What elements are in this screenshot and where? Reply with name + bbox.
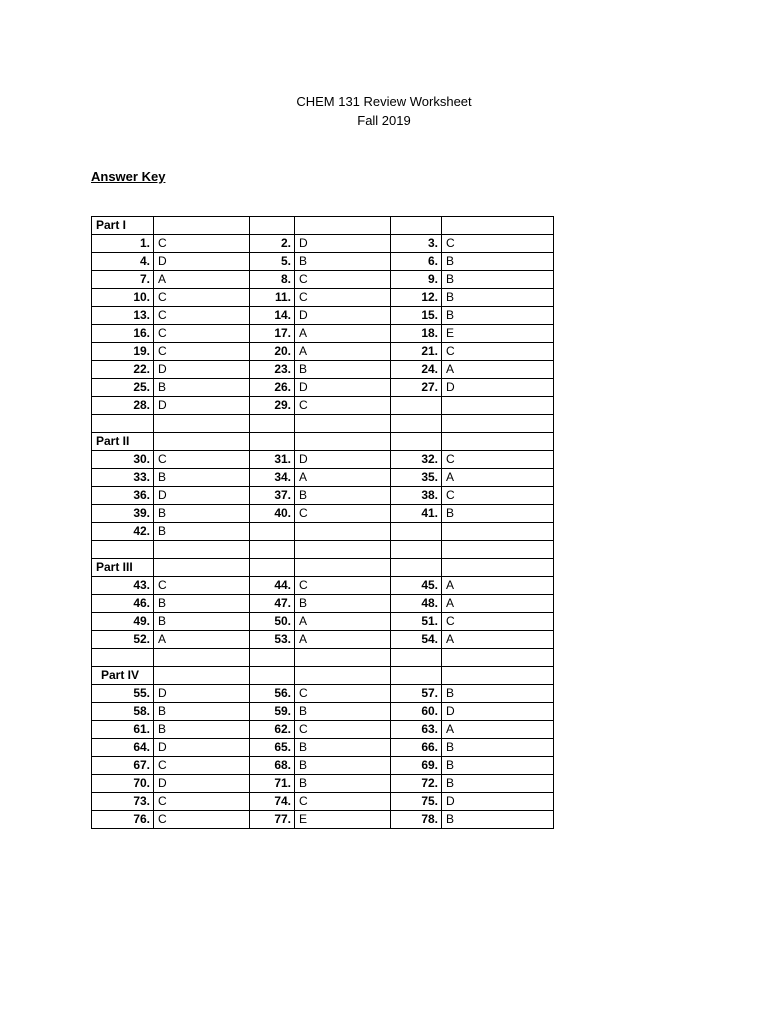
question-number: 44.	[250, 577, 295, 595]
answer-letter: C	[154, 325, 250, 343]
empty-cell	[442, 559, 554, 577]
empty-cell	[250, 541, 295, 559]
answer-letter: C	[154, 307, 250, 325]
answer-letter	[442, 523, 554, 541]
answer-row	[92, 523, 554, 541]
answer-letter: D	[154, 397, 250, 415]
empty-cell	[250, 649, 295, 667]
question-number: 61.	[92, 721, 154, 739]
question-number: 21.	[391, 343, 442, 361]
question-number: 16.	[92, 325, 154, 343]
empty-cell	[250, 217, 295, 235]
empty-cell	[442, 217, 554, 235]
question-number: 48.	[391, 595, 442, 613]
empty-cell	[250, 667, 295, 685]
answer-key-table	[91, 216, 554, 829]
question-number: 56.	[250, 685, 295, 703]
empty-cell	[295, 217, 391, 235]
answer-letter: A	[442, 721, 554, 739]
answer-letter: B	[295, 487, 391, 505]
answer-letter: C	[295, 271, 391, 289]
question-number: 22.	[92, 361, 154, 379]
question-number: 37.	[250, 487, 295, 505]
empty-cell	[442, 433, 554, 451]
answer-letter: B	[154, 721, 250, 739]
answer-row	[92, 631, 554, 649]
part-label: Part II	[92, 433, 154, 451]
question-number: 10.	[92, 289, 154, 307]
question-number: 29.	[250, 397, 295, 415]
question-number: 70.	[92, 775, 154, 793]
question-number: 8.	[250, 271, 295, 289]
question-number: 6.	[391, 253, 442, 271]
answer-letter: D	[154, 253, 250, 271]
part-header-row	[92, 667, 554, 685]
question-number: 39.	[92, 505, 154, 523]
question-number: 40.	[250, 505, 295, 523]
question-number: 14.	[250, 307, 295, 325]
question-number: 19.	[92, 343, 154, 361]
answer-letter: D	[295, 451, 391, 469]
part-header-row	[92, 559, 554, 577]
answer-letter: D	[154, 685, 250, 703]
answer-row	[92, 505, 554, 523]
question-number: 11.	[250, 289, 295, 307]
question-number: 17.	[250, 325, 295, 343]
question-number: 68.	[250, 757, 295, 775]
question-number: 64.	[92, 739, 154, 757]
question-number: 78.	[391, 811, 442, 829]
empty-cell	[391, 649, 442, 667]
answer-row	[92, 757, 554, 775]
question-number: 69.	[391, 757, 442, 775]
answer-letter: C	[442, 343, 554, 361]
part-label: Part I	[92, 217, 154, 235]
answer-letter: C	[442, 451, 554, 469]
empty-cell	[295, 541, 391, 559]
question-number: 77.	[250, 811, 295, 829]
answer-letter: A	[442, 631, 554, 649]
question-number: 34.	[250, 469, 295, 487]
question-number: 58.	[92, 703, 154, 721]
answer-letter: C	[154, 235, 250, 253]
question-number: 7.	[92, 271, 154, 289]
empty-cell	[250, 433, 295, 451]
empty-cell	[295, 667, 391, 685]
empty-cell	[154, 217, 250, 235]
answer-key-heading: Answer Key	[91, 169, 166, 184]
question-number: 15.	[391, 307, 442, 325]
answer-row	[92, 361, 554, 379]
answer-letter: D	[442, 793, 554, 811]
question-number: 54.	[391, 631, 442, 649]
empty-cell	[154, 667, 250, 685]
answer-letter: B	[154, 505, 250, 523]
empty-cell	[391, 217, 442, 235]
answer-letter: B	[154, 469, 250, 487]
question-number: 25.	[92, 379, 154, 397]
question-number: 60.	[391, 703, 442, 721]
answer-letter: D	[154, 361, 250, 379]
question-number: 74.	[250, 793, 295, 811]
spacer-row	[92, 541, 554, 559]
answer-letter: B	[154, 523, 250, 541]
question-number: 30.	[92, 451, 154, 469]
question-number: 24.	[391, 361, 442, 379]
answer-letter: B	[154, 613, 250, 631]
answer-letter: B	[442, 811, 554, 829]
question-number: 38.	[391, 487, 442, 505]
answer-letter: C	[154, 451, 250, 469]
answer-letter: B	[442, 307, 554, 325]
empty-cell	[391, 541, 442, 559]
question-number: 65.	[250, 739, 295, 757]
empty-cell	[442, 649, 554, 667]
part-header-row	[92, 433, 554, 451]
answer-letter: D	[295, 235, 391, 253]
answer-letter: D	[154, 739, 250, 757]
question-number: 62.	[250, 721, 295, 739]
answer-row	[92, 325, 554, 343]
answer-letter: A	[154, 631, 250, 649]
answer-letter: B	[295, 757, 391, 775]
answer-row	[92, 487, 554, 505]
question-number: 71.	[250, 775, 295, 793]
answer-letter: C	[442, 235, 554, 253]
question-number: 13.	[92, 307, 154, 325]
question-number: 12.	[391, 289, 442, 307]
answer-letter: B	[154, 703, 250, 721]
empty-cell	[92, 649, 154, 667]
question-number: 53.	[250, 631, 295, 649]
answer-letter: C	[295, 793, 391, 811]
question-number	[391, 523, 442, 541]
answer-letter: C	[295, 577, 391, 595]
question-number: 9.	[391, 271, 442, 289]
answer-row	[92, 739, 554, 757]
empty-cell	[250, 415, 295, 433]
answer-letter: B	[442, 739, 554, 757]
empty-cell	[391, 433, 442, 451]
answer-letter: C	[154, 289, 250, 307]
answer-row	[92, 307, 554, 325]
answer-row	[92, 469, 554, 487]
empty-cell	[250, 559, 295, 577]
answer-letter: C	[295, 721, 391, 739]
answer-letter: B	[442, 271, 554, 289]
question-number: 1.	[92, 235, 154, 253]
answer-letter: C	[154, 793, 250, 811]
answer-letter: A	[295, 325, 391, 343]
answer-key-body	[92, 217, 554, 829]
document-title: CHEM 131 Review Worksheet	[296, 94, 472, 109]
empty-cell	[295, 559, 391, 577]
empty-cell	[154, 559, 250, 577]
answer-letter: D	[154, 775, 250, 793]
answer-row	[92, 235, 554, 253]
answer-row	[92, 397, 554, 415]
question-number: 26.	[250, 379, 295, 397]
answer-letter: D	[442, 703, 554, 721]
question-number: 50.	[250, 613, 295, 631]
answer-letter: A	[442, 361, 554, 379]
empty-cell	[295, 433, 391, 451]
question-number: 20.	[250, 343, 295, 361]
empty-cell	[154, 433, 250, 451]
answer-letter: C	[295, 685, 391, 703]
answer-letter: C	[154, 343, 250, 361]
question-number: 41.	[391, 505, 442, 523]
question-number: 73.	[92, 793, 154, 811]
part-label: Part IV	[92, 667, 154, 685]
question-number: 42.	[92, 523, 154, 541]
question-number	[391, 397, 442, 415]
answer-letter: B	[442, 253, 554, 271]
question-number: 47.	[250, 595, 295, 613]
answer-row	[92, 721, 554, 739]
answer-letter: A	[295, 469, 391, 487]
answer-letter: B	[295, 361, 391, 379]
empty-cell	[92, 541, 154, 559]
answer-letter: D	[154, 487, 250, 505]
answer-row	[92, 703, 554, 721]
answer-row	[92, 379, 554, 397]
answer-letter	[442, 397, 554, 415]
answer-letter: D	[295, 307, 391, 325]
answer-letter: C	[154, 757, 250, 775]
empty-cell	[92, 415, 154, 433]
answer-letter: C	[295, 289, 391, 307]
question-number: 63.	[391, 721, 442, 739]
answer-letter: C	[154, 577, 250, 595]
answer-letter: B	[442, 505, 554, 523]
spacer-row	[92, 649, 554, 667]
empty-cell	[391, 667, 442, 685]
answer-letter: A	[442, 577, 554, 595]
answer-letter: B	[295, 739, 391, 757]
empty-cell	[442, 415, 554, 433]
answer-letter: B	[295, 703, 391, 721]
empty-cell	[154, 415, 250, 433]
answer-letter: A	[295, 613, 391, 631]
empty-cell	[154, 649, 250, 667]
question-number: 66.	[391, 739, 442, 757]
answer-letter: A	[295, 631, 391, 649]
question-number: 57.	[391, 685, 442, 703]
question-number: 31.	[250, 451, 295, 469]
answer-letter: A	[442, 595, 554, 613]
answer-letter: A	[154, 271, 250, 289]
question-number: 18.	[391, 325, 442, 343]
answer-letter: B	[295, 595, 391, 613]
answer-letter: B	[295, 775, 391, 793]
empty-cell	[295, 649, 391, 667]
answer-row	[92, 775, 554, 793]
answer-letter: C	[295, 397, 391, 415]
empty-cell	[442, 667, 554, 685]
answer-row	[92, 811, 554, 829]
question-number: 67.	[92, 757, 154, 775]
question-number: 49.	[92, 613, 154, 631]
question-number: 5.	[250, 253, 295, 271]
question-number: 72.	[391, 775, 442, 793]
empty-cell	[442, 541, 554, 559]
empty-cell	[391, 415, 442, 433]
answer-letter: B	[295, 253, 391, 271]
question-number: 35.	[391, 469, 442, 487]
answer-letter: E	[442, 325, 554, 343]
answer-row	[92, 289, 554, 307]
answer-letter: B	[442, 775, 554, 793]
answer-row	[92, 685, 554, 703]
answer-row	[92, 577, 554, 595]
answer-row	[92, 343, 554, 361]
question-number: 3.	[391, 235, 442, 253]
part-label: Part III	[92, 559, 154, 577]
answer-row	[92, 253, 554, 271]
answer-row	[92, 793, 554, 811]
empty-cell	[295, 415, 391, 433]
question-number: 2.	[250, 235, 295, 253]
answer-letter	[295, 523, 391, 541]
answer-row	[92, 595, 554, 613]
document-subtitle: Fall 2019	[357, 113, 411, 128]
empty-cell	[154, 541, 250, 559]
answer-row	[92, 613, 554, 631]
question-number: 43.	[92, 577, 154, 595]
answer-letter: C	[442, 487, 554, 505]
answer-letter: B	[154, 595, 250, 613]
answer-letter: B	[442, 289, 554, 307]
question-number: 52.	[92, 631, 154, 649]
question-number: 45.	[391, 577, 442, 595]
answer-letter: B	[442, 685, 554, 703]
question-number: 32.	[391, 451, 442, 469]
question-number	[250, 523, 295, 541]
answer-letter: B	[154, 379, 250, 397]
question-number: 46.	[92, 595, 154, 613]
answer-letter: A	[295, 343, 391, 361]
empty-cell	[391, 559, 442, 577]
question-number: 36.	[92, 487, 154, 505]
answer-letter: D	[442, 379, 554, 397]
answer-row	[92, 451, 554, 469]
spacer-row	[92, 415, 554, 433]
answer-letter: D	[295, 379, 391, 397]
question-number: 55.	[92, 685, 154, 703]
question-number: 23.	[250, 361, 295, 379]
question-number: 28.	[92, 397, 154, 415]
answer-row	[92, 271, 554, 289]
part-header-row	[92, 217, 554, 235]
question-number: 51.	[391, 613, 442, 631]
question-number: 75.	[391, 793, 442, 811]
answer-letter: C	[154, 811, 250, 829]
question-number: 27.	[391, 379, 442, 397]
question-number: 76.	[92, 811, 154, 829]
question-number: 4.	[92, 253, 154, 271]
answer-letter: B	[442, 757, 554, 775]
question-number: 59.	[250, 703, 295, 721]
answer-letter: A	[442, 469, 554, 487]
answer-letter: E	[295, 811, 391, 829]
answer-letter: C	[442, 613, 554, 631]
question-number: 33.	[92, 469, 154, 487]
answer-letter: C	[295, 505, 391, 523]
